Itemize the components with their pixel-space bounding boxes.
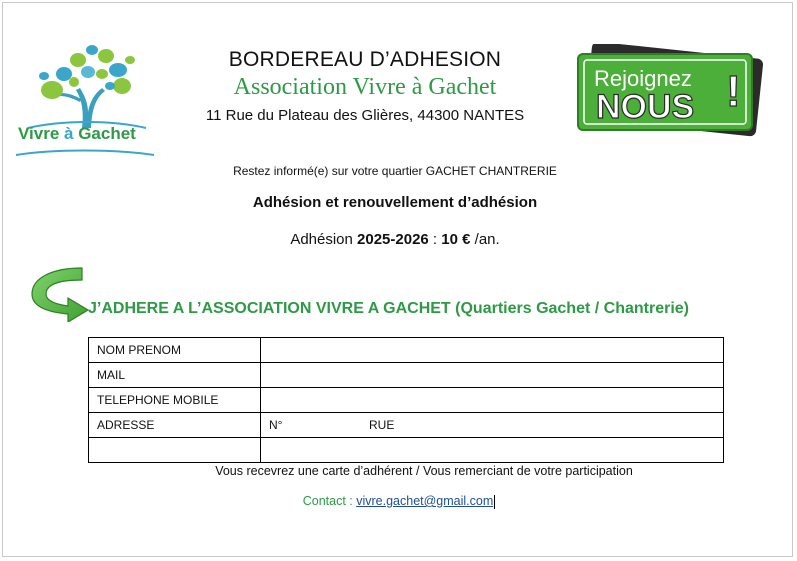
- tagline: Restez informé(e) sur votre quartier GACHET CHANTRERIE: [233, 164, 557, 178]
- subtitle: Adhésion et renouvellement d’adhésion: [252, 194, 538, 211]
- contact-email-link[interactable]: vivre.gachet@gmail.com: [356, 494, 494, 508]
- table-row: [89, 413, 724, 438]
- badge-line2: NOUS: [596, 88, 695, 126]
- table-row: [89, 438, 724, 463]
- curved-arrow-icon: [30, 266, 92, 322]
- phone-field[interactable]: [261, 388, 724, 413]
- address-extra-field[interactable]: [261, 438, 724, 463]
- field-label-name: NOM PRENOM: [89, 338, 261, 363]
- address-street-label: RUE: [369, 418, 395, 432]
- badge-line1: Rejoignez: [594, 66, 692, 91]
- footer-note: Vous recevrez une carte d’adhérent / Vous remerciant de votre participation: [215, 464, 633, 478]
- name-field[interactable]: [261, 338, 724, 363]
- section-heading: J’ADHERE A L’ASSOCIATION VIVRE A GACHET (Quartiers Gachet / Chantrerie): [88, 300, 689, 317]
- document-title: BORDEREAU D’ADHESION: [228, 48, 502, 71]
- text-cursor: [494, 495, 495, 509]
- table-row: [89, 388, 724, 413]
- association-name: Association Vivre à Gachet: [233, 74, 497, 100]
- field-label-address: ADRESSE: [89, 413, 261, 438]
- field-label-email: MAIL: [89, 363, 261, 388]
- field-label-extra: [89, 438, 261, 463]
- table-row: [89, 338, 724, 363]
- address-number-label: N°: [269, 418, 283, 432]
- address-field[interactable]: [261, 413, 724, 438]
- membership-fee: Adhésion 2025-2026 : 10 € /an.: [290, 231, 500, 248]
- table-row: [89, 363, 724, 388]
- contact-line: [150, 494, 648, 509]
- email-field[interactable]: [261, 363, 724, 388]
- field-label-phone: TELEPHONE MOBILE: [89, 388, 261, 413]
- membership-form-table: [88, 337, 724, 463]
- join-us-badge-icon: [572, 44, 768, 138]
- logo-text: Vivre à Gachet: [18, 124, 136, 143]
- association-address: 11 Rue du Plateau des Glières, 44300 NANTES: [205, 107, 525, 124]
- tree-logo-icon: [22, 42, 152, 130]
- contact-label: Contact :: [302, 494, 357, 508]
- logo-swoosh-icon: [14, 147, 156, 159]
- badge-mark: !: [726, 67, 741, 116]
